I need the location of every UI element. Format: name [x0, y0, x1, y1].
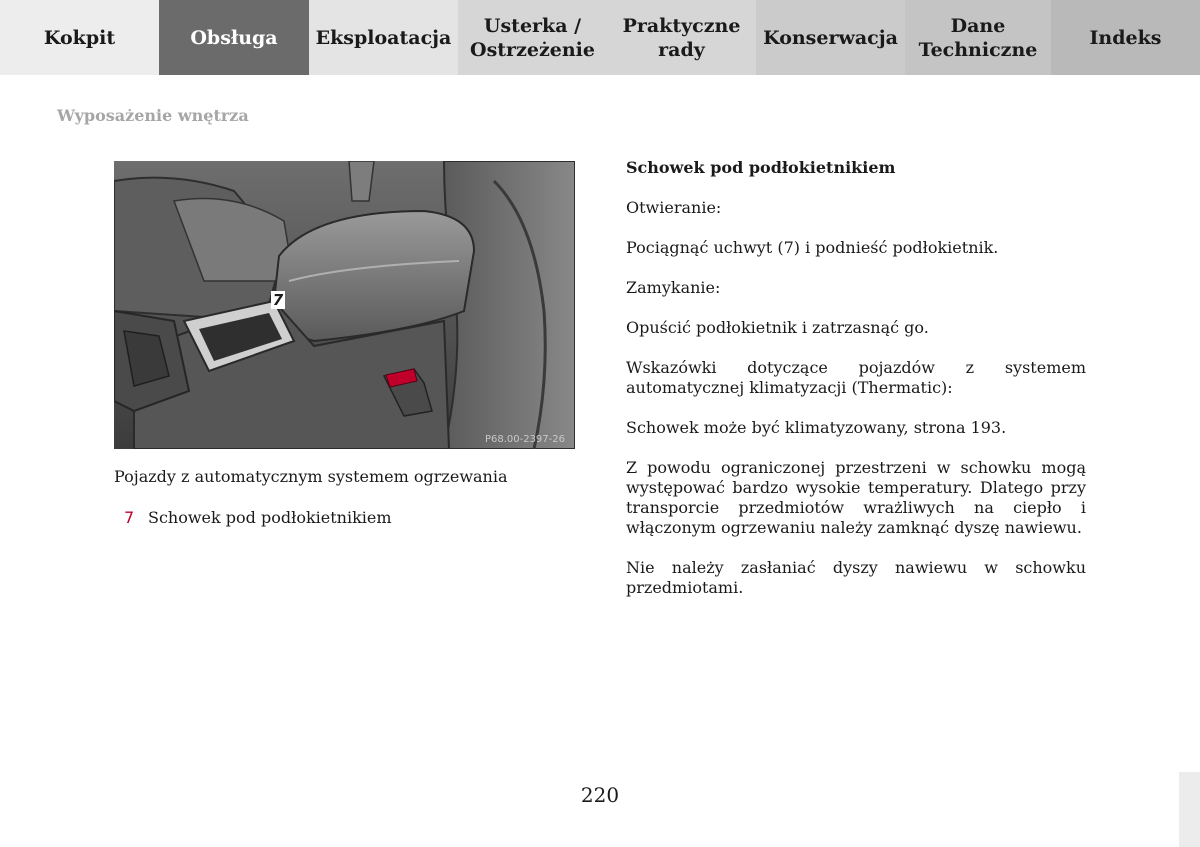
paragraph: Zamykanie: [626, 278, 721, 297]
paragraph: Pociągnąć uchwyt (7) i podnieść podłokietnik. [626, 238, 999, 257]
section-title: Wyposażenie wnętrza [57, 106, 249, 125]
callout-7-label: 7 [272, 291, 284, 309]
legend-number: 7 [124, 508, 135, 527]
content-heading: Schowek pod podłokietnikiem [626, 158, 896, 177]
tab-indeks[interactable]: Indeks [1051, 0, 1200, 75]
page-number: 220 [580, 783, 620, 807]
tab-praktyczne-rady[interactable]: Praktyczne rady [607, 0, 756, 75]
chapter-nav [0, 0, 1200, 75]
figure-caption: Pojazdy z automatycznym systemem ogrzewania [114, 467, 508, 486]
legend-item [124, 508, 392, 527]
armrest-drawing [114, 161, 575, 449]
tab-eksploatacja[interactable]: Eksploatacja [309, 0, 458, 75]
paragraph: Z powodu ograniczonej przestrzeni w schowku mogą występować bardzo wysokie temperatury. Dlatego przy transporcie przedmiotów wrażliwych na ciepło i włączonym ogrzewaniu należy zamknąć dyszę nawiewu. [626, 458, 1086, 537]
armrest-illustration [114, 161, 575, 449]
tab-dane-techniczne[interactable]: Dane Techniczne [905, 0, 1051, 75]
main-text [626, 158, 1086, 618]
legend-text: Schowek pod podłokietnikiem [148, 508, 392, 527]
paragraph: Schowek może być klimatyzowany, strona 193. [626, 418, 1007, 437]
paragraph: Nie należy zasłaniać dyszy nawiewu w schowku przedmiotami. [626, 558, 1086, 597]
figure-code: P68.00-2397-26 [484, 434, 565, 445]
page-edge-tab [1179, 772, 1200, 847]
tab-konserwacja[interactable]: Konserwacja [756, 0, 905, 75]
tab-kokpit[interactable]: Kokpit [0, 0, 159, 75]
paragraph: Opuścić podłokietnik i zatrzasnąć go. [626, 318, 929, 337]
paragraph: Otwieranie: [626, 198, 722, 217]
tab-obsluga[interactable]: Obsługa [159, 0, 309, 75]
paragraph: Wskazówki dotyczące pojazdów z systemem automatycznej klimatyzacji (Thermatic): [626, 358, 1086, 397]
tab-usterka-ostrzezenie[interactable]: Usterka / Ostrzeżenie [458, 0, 607, 75]
